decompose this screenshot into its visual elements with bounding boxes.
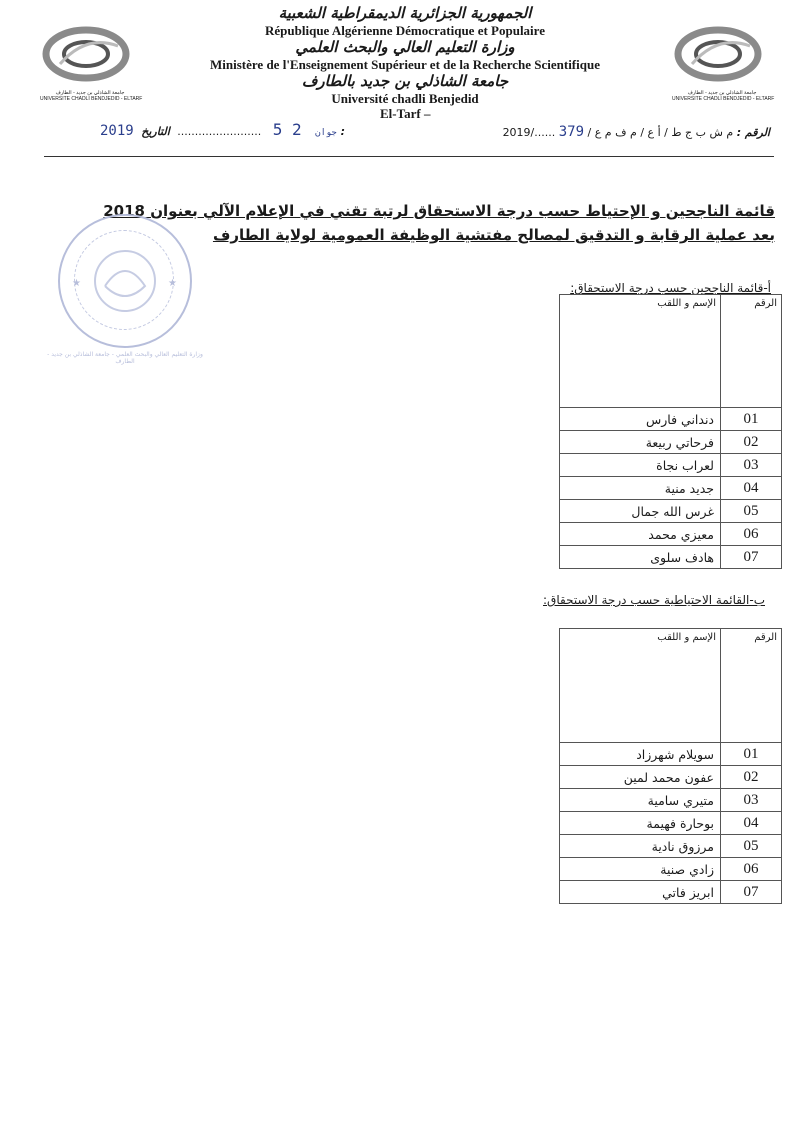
table-row [560, 812, 782, 835]
row-name: فرحاتي ربيعة [560, 431, 721, 454]
list-a-col-num: الرقم [721, 295, 782, 408]
table-row [560, 523, 782, 546]
list-b-col-num: الرقم [721, 629, 782, 743]
ministry-fr: Ministère de l'Enseignement Supérieur et de la Recherche Scientifique [210, 57, 600, 72]
date-year: 2019 [100, 123, 134, 139]
row-num: 02 [721, 431, 782, 454]
university-logo-left [40, 24, 143, 102]
official-stamp [47, 214, 203, 365]
svg-text:★: ★ [168, 278, 177, 289]
row-num: 06 [721, 523, 782, 546]
table-row [560, 546, 782, 569]
row-num: 04 [721, 477, 782, 500]
list-a-table [559, 294, 782, 569]
reference-year: 2019/...... [502, 126, 556, 139]
row-name: بوحارة فهيمة [560, 812, 721, 835]
stamp-text: وزارة التعليم العالي والبحث العلمي - جامعة الشاذلي بن جديد - الطارف [47, 351, 203, 365]
university-logo-icon [40, 24, 132, 86]
reference-number: 379 [558, 124, 585, 140]
university-ar: جامعة الشاذلي بن جديد بالطارف [301, 72, 509, 90]
reference-code: م ش ب ج ط / أ ع / م ف م ع / [587, 126, 734, 139]
row-name: سويلام شهرزاد [560, 743, 721, 766]
logo-caption-ar: جامعة الشاذلي بن جديد - الطارف [687, 90, 757, 96]
row-name: غرس الله جمال [560, 500, 721, 523]
row-num: 02 [721, 766, 782, 789]
stamp-emblem-icon [60, 216, 190, 346]
table-row [560, 835, 782, 858]
logo-caption-fr: UNIVERSITE CHADLI BENDJEDID - ELTARF [672, 96, 775, 102]
row-name: متيري سامية [560, 789, 721, 812]
list-b-col-name: الإسم و اللقب [560, 629, 721, 743]
date-label: التاريخ : [141, 125, 346, 138]
date-day: 2 5 [272, 120, 302, 139]
document-title-line2: بعد عملية الرقابة و التدقيق لمصالح مفتشية الوظيفة العمومية لولاية الطارف [212, 226, 775, 244]
row-num: 03 [721, 789, 782, 812]
list-a-header-row [560, 295, 782, 408]
table-row [560, 431, 782, 454]
table-row [560, 743, 782, 766]
table-row [560, 858, 782, 881]
table-row [560, 454, 782, 477]
row-num: 05 [721, 835, 782, 858]
row-num: 01 [721, 408, 782, 431]
table-row [560, 766, 782, 789]
row-name: لعراب نجاة [560, 454, 721, 477]
header-divider [44, 156, 774, 157]
row-num: 01 [721, 743, 782, 766]
row-num: 07 [721, 546, 782, 569]
row-name: مرزوق نادية [560, 835, 721, 858]
row-name: زادي صنية [560, 858, 721, 881]
reference-label: الرقم : [736, 126, 770, 139]
ministry-ar: وزارة التعليم العالي والبحث العلمي [295, 38, 515, 56]
logo-caption-ar: جامعة الشاذلي بن جديد - الطارف [55, 90, 125, 96]
table-row [560, 881, 782, 904]
republic-fr: République Algérienne Démocratique et Populaire [265, 23, 545, 38]
university-logo-right [672, 24, 775, 102]
row-name: جديد منية [560, 477, 721, 500]
row-name: معيزي محمد [560, 523, 721, 546]
table-row [560, 789, 782, 812]
row-num: 07 [721, 881, 782, 904]
row-name: ابريز فاتي [560, 881, 721, 904]
row-num: 06 [721, 858, 782, 881]
logo-caption-fr: UNIVERSITE CHADLI BENDJEDID - ELTARF [40, 96, 143, 102]
list-a-col-name: الإسم و اللقب [560, 295, 721, 408]
row-num: 04 [721, 812, 782, 835]
list-b-heading: ب-القائمة الاحتياطية حسب درجة الاستحقاق: [543, 593, 765, 607]
table-row [560, 500, 782, 523]
table-row [560, 408, 782, 431]
table-row [560, 477, 782, 500]
row-name: دنداني فارس [560, 408, 721, 431]
row-num: 03 [721, 454, 782, 477]
row-name: هادف سلوى [560, 546, 721, 569]
republic-ar: الجمهورية الجزائرية الديمقراطية الشعبية [278, 4, 532, 22]
university-logo-icon [672, 24, 764, 86]
list-a-heading: أ-قائمة الناجحين حسب درجة الاستحقاق: [570, 281, 771, 295]
date-month: جوان [315, 128, 337, 138]
row-name: عفون محمد لمين [560, 766, 721, 789]
row-num: 05 [721, 500, 782, 523]
svg-text:★: ★ [72, 278, 81, 289]
list-b-table [559, 628, 782, 904]
date-line: 2019 جوان 2 5 ........................ التاريخ : [100, 120, 346, 139]
university-fr: Université chadli Benjedid [331, 91, 479, 106]
list-b-header-row [560, 629, 782, 743]
reference-line [450, 124, 770, 140]
city-fr: El-Tarf – [380, 106, 431, 121]
document-title-line1: قائمة الناجحين و الإحتياط حسب درجة الاستحقاق لرتبة تقني في الإعلام الآلي بعنوان 2018 [103, 202, 775, 220]
